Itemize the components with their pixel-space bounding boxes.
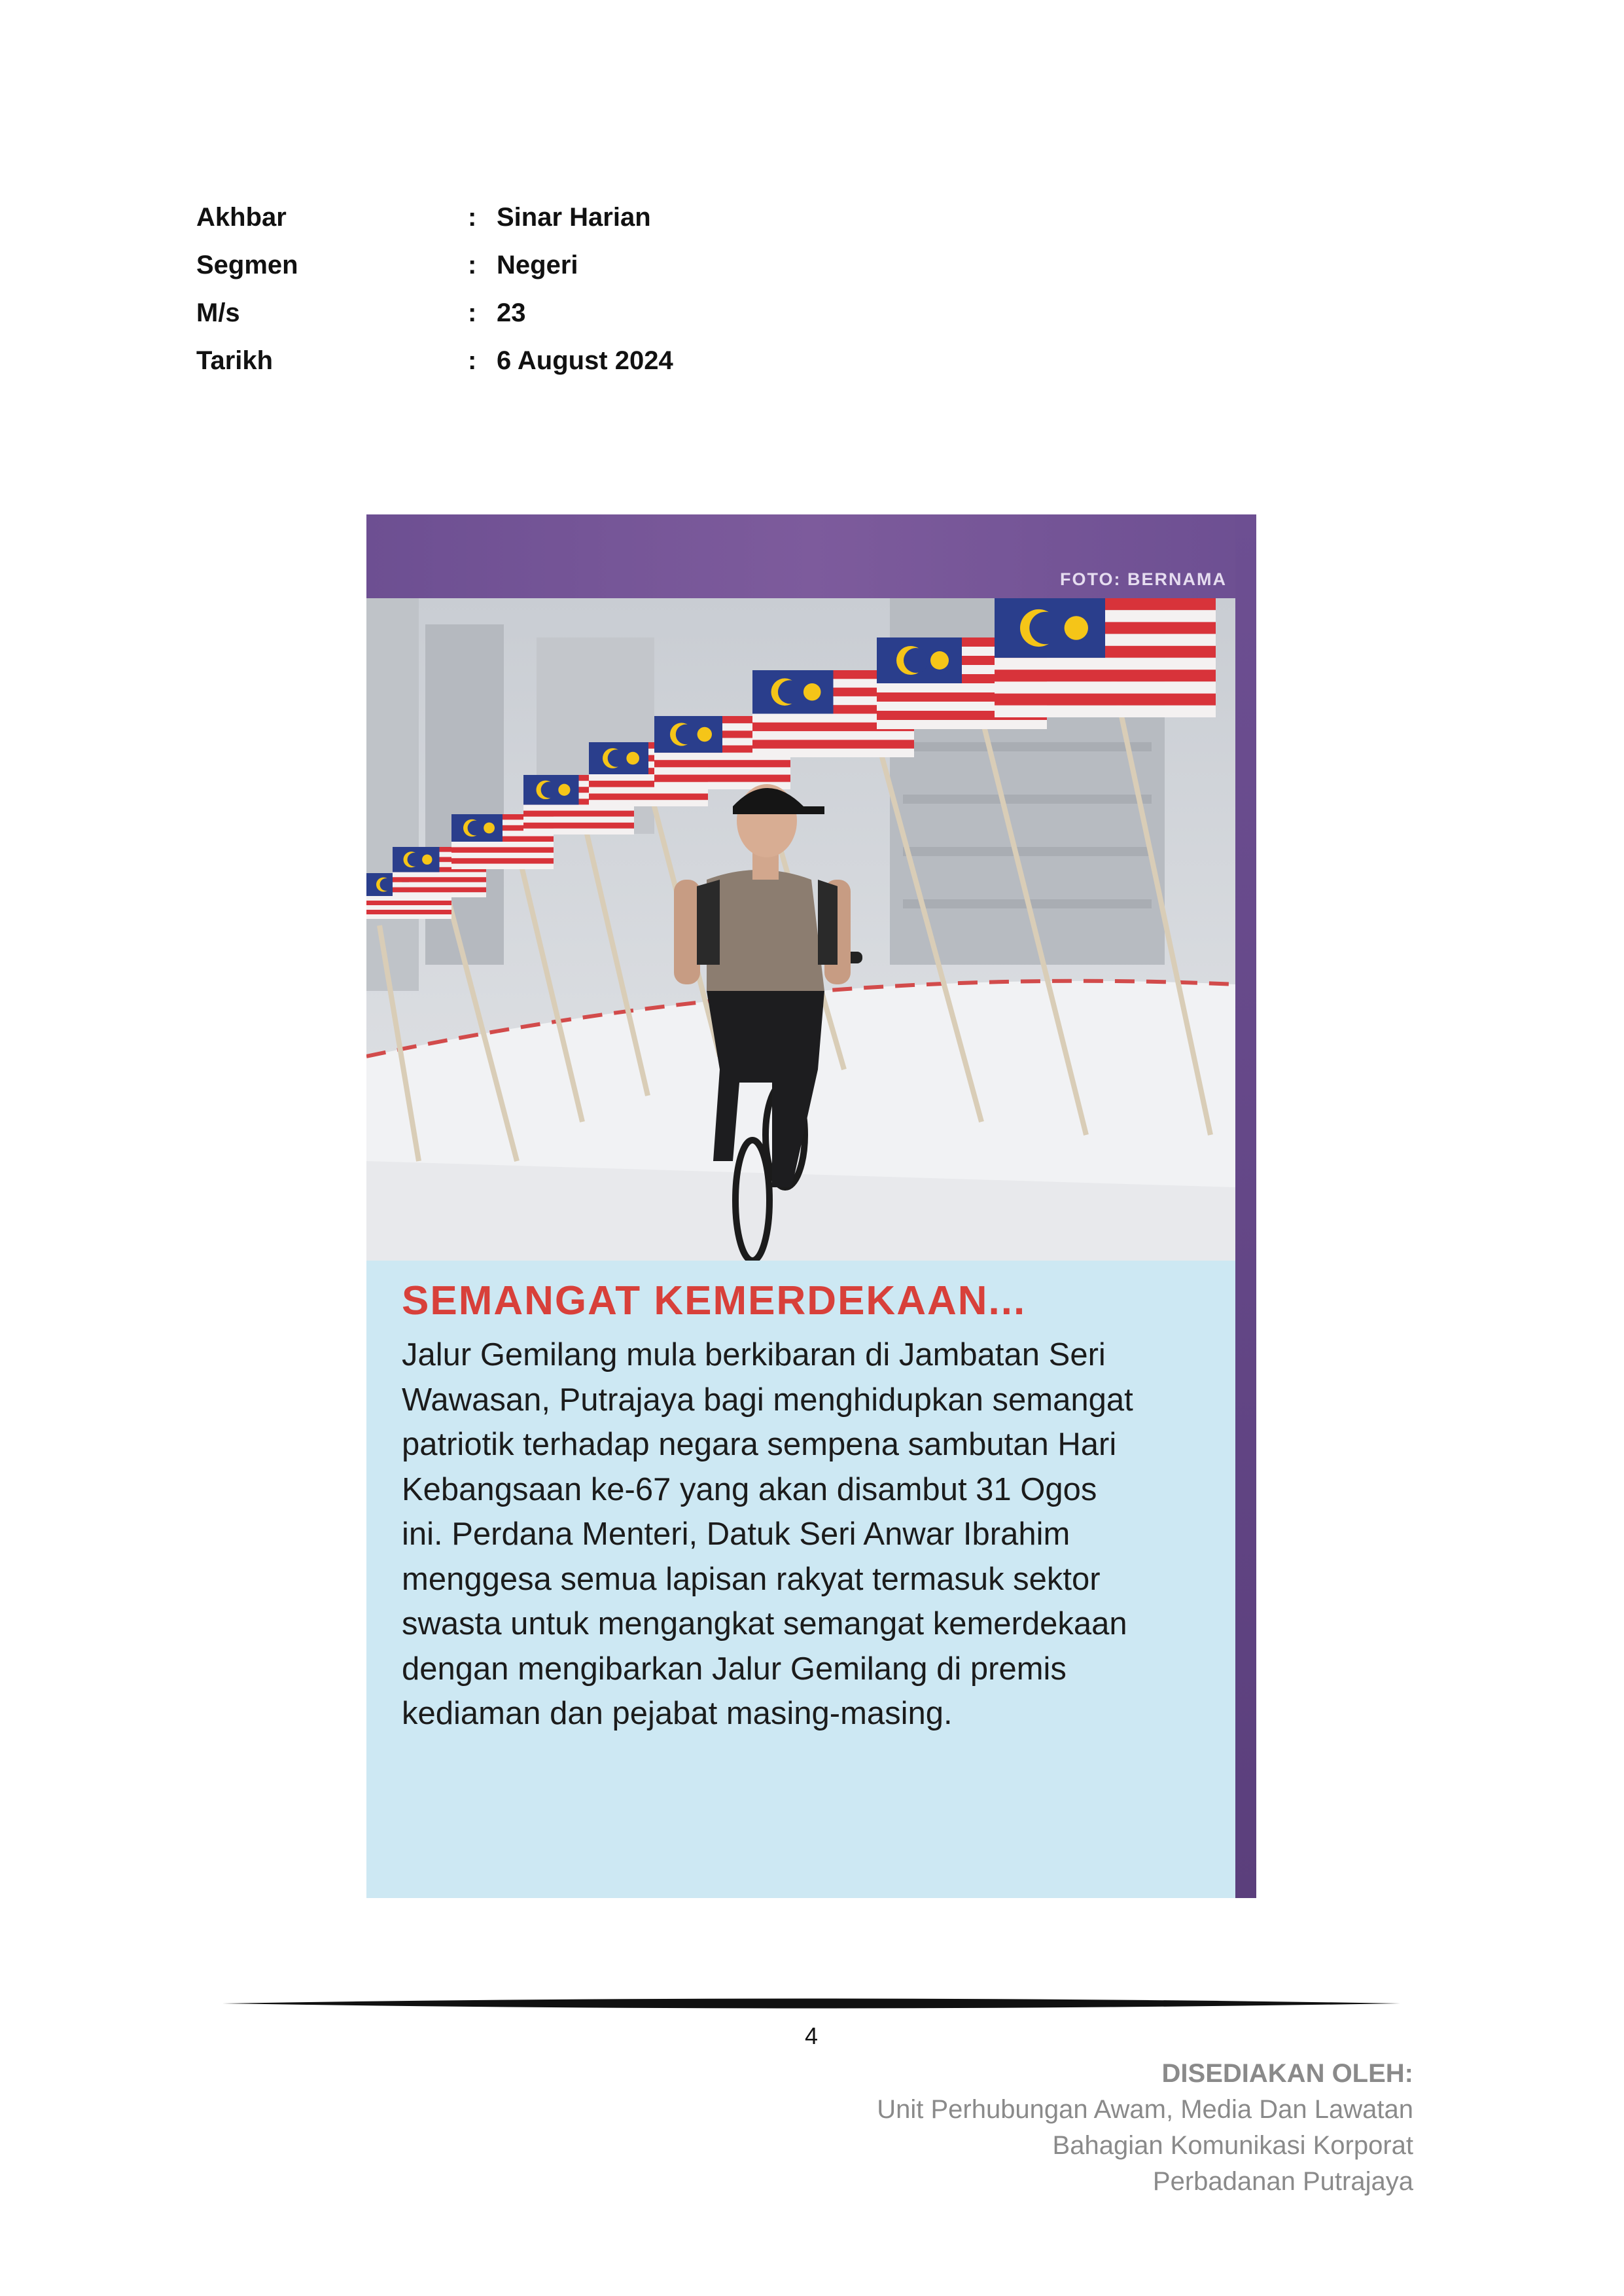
caption-headline: SEMANGAT KEMERDEKAAN... [402, 1278, 1027, 1323]
meta-row-segmen [196, 242, 673, 289]
meta-row-akhbar [196, 194, 673, 242]
prepared-by-division: Bahagian Komunikasi Korporat [1052, 2131, 1413, 2160]
meta-value: Negeri [497, 251, 578, 279]
caption-body [402, 1333, 1213, 1736]
meta-value: 23 [497, 298, 526, 327]
meta-colon: : [468, 298, 477, 327]
prepared-by-title: DISEDIAKAN OLEH: [1161, 2059, 1413, 2088]
prepared-by-block [877, 2055, 1413, 2200]
meta-label: M/s [196, 298, 240, 327]
caption-line: Wawasan, Putrajaya bagi menghidupkan semangat [402, 1382, 1133, 1418]
prepared-by-organisation: Perbadanan Putrajaya [1152, 2167, 1413, 2196]
caption-line: Kebangsaan ke-67 yang akan disambut 31 Ogos [402, 1471, 1097, 1507]
photo-caption [366, 1261, 1235, 1898]
caption-line: Jalur Gemilang mula berkibaran di Jambatan Seri [402, 1337, 1106, 1372]
caption-line: swasta untuk mengangkat semangat kemerdekaan [402, 1606, 1127, 1641]
footer-divider [222, 1996, 1400, 2011]
caption-line: patriotik terhadap negara sempena sambutan Hari [402, 1427, 1117, 1462]
page-number: 4 [804, 2022, 819, 2049]
meta-label: Akhbar [196, 203, 287, 232]
meta-value: 6 August 2024 [497, 346, 673, 375]
article-metadata [196, 194, 673, 385]
photo-credit: FOTO: BERNAMA [1060, 569, 1227, 589]
caption-line: menggesa semua lapisan rakyat termasuk sektor [402, 1561, 1101, 1597]
meta-row-page [196, 289, 673, 337]
meta-colon: : [468, 251, 477, 279]
caption-line: dengan mengibarkan Jalur Gemilang di premis [402, 1651, 1067, 1687]
newspaper-clipping [366, 514, 1256, 1898]
caption-line: ini. Perdana Menteri, Datuk Seri Anwar Ibrahim [402, 1516, 1070, 1552]
meta-label: Tarikh [196, 346, 274, 375]
clipping-right-band [1235, 514, 1256, 1898]
meta-colon: : [468, 203, 477, 232]
prepared-by-unit: Unit Perhubungan Awam, Media Dan Lawatan [877, 2095, 1413, 2124]
meta-value: Sinar Harian [497, 203, 651, 232]
meta-row-date [196, 337, 673, 385]
caption-line: kediaman dan pejabat masing-masing. [402, 1696, 953, 1731]
meta-label: Segmen [196, 251, 298, 279]
news-photo [366, 598, 1235, 1261]
meta-colon: : [468, 346, 477, 375]
